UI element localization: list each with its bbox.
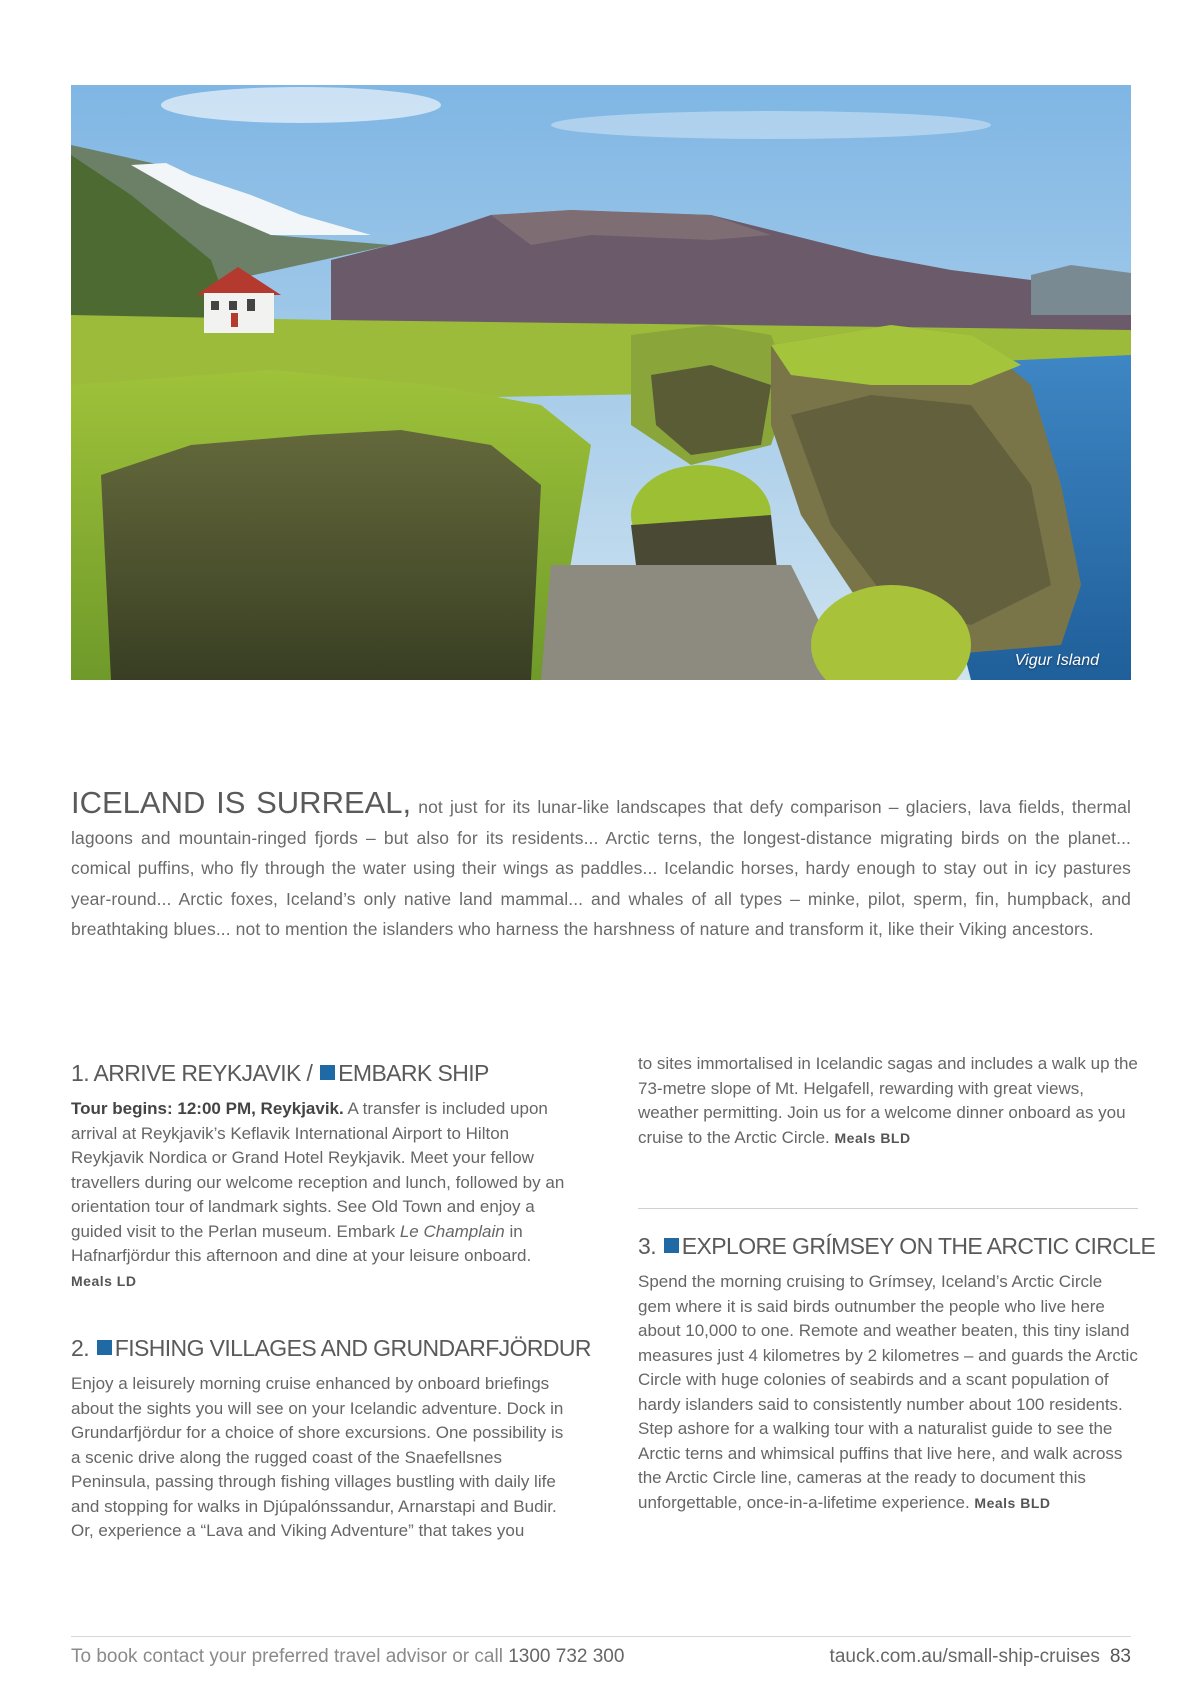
- day2-text: Enjoy a leisurely morning cruise enhanced by onboard briefings about the sights you will see on your Icelandic adventure. Dock in Grundarfjördur for a choice of shore excursions. One possibility is a scenic drive along the rugged coast of the Snaefellsnes Peninsula, passing through fishing villages bustling with daily life and stopping for walks in Djúpalónssandur, Arnarstapi and Budir. Or, experience a “Lava and Viking Adventure” that takes you: [71, 1374, 564, 1540]
- footer-booking-text: To book contact your preferred travel advisor or call: [71, 1646, 509, 1667]
- section-divider: [638, 1208, 1138, 1209]
- intro-lead: ICELAND IS SURREAL,: [71, 785, 412, 820]
- landscape-illustration: [71, 85, 1131, 680]
- day1-title-part1: 1. ARRIVE REYKJAVIK /: [71, 1060, 313, 1086]
- day1-text: [71, 1097, 576, 1293]
- day2-title: [71, 1335, 591, 1362]
- hero-photo: [71, 85, 1131, 680]
- ship-marker-icon: [97, 1340, 112, 1355]
- day2-number: 2.: [71, 1335, 89, 1361]
- intro-paragraph: [71, 785, 1131, 945]
- day1-lead: Tour begins: 12:00 PM, Reykjavik.: [71, 1099, 344, 1118]
- intro-body: not just for its lunar-like landscapes that defy comparison – glaciers, lava fields, thermal lagoons and mountain-ringed fjords – but also for its residents... Arctic terns, the longest-distance migrating birds on the planet... comical puffins, who fly through the water using their wings as paddles... Icelandic horses, hardy enough to stay out in icy pastures year-round... Arctic foxes, Iceland’s only native land mammal... and whales of all types – minke, pilot, sperm, fin, humpback, and breathtaking blues... not to mention the islanders who harness the harshness of nature and transform it, like their Viking ancestors.: [71, 797, 1131, 939]
- day1-text-a: A transfer is included upon arrival at Reykjavik’s Keflavik International Airport to Hilton Reykjavik Nordica or Grand Hotel Reykjavik. Meet your fellow travellers during our welcome reception and lunch, followed by an orientation tour of landmark sights. See Old Town and enjoy a guided visit to the Perlan museum. Embark: [71, 1099, 565, 1241]
- left-column: [71, 1060, 591, 1544]
- footer-booking: [71, 1646, 624, 1668]
- ship-name: Le Champlain: [399, 1221, 505, 1241]
- footer-right: [830, 1646, 1131, 1668]
- day1-title-part2: EMBARK SHIP: [338, 1060, 489, 1086]
- day3-title: [638, 1233, 1156, 1260]
- right-column-day3: [638, 1233, 1156, 1515]
- day2-cont-body: to sites immortalised in Icelandic sagas and includes a walk up the 73-metre slope of Mt. Helgafell, rewarding with great views, weather permitting. Join us for a welcome dinner onboard as you cruise to the Arctic Circle.: [638, 1054, 1138, 1147]
- day3-number: 3.: [638, 1233, 656, 1259]
- day2-title-text: FISHING VILLAGES AND GRUNDARFJÖRDUR: [114, 1335, 591, 1361]
- right-column: [638, 1054, 1138, 1150]
- ship-marker-icon: [664, 1238, 679, 1253]
- day3-body: Spend the morning cruising to Grímsey, Iceland’s Arctic Circle gem where it is said birds outnumber the people who live here about 10,000 to one. Remote and weather beaten, this tiny island measures just 4 kilometres by 2 kilometres – and guards the Arctic Circle with huge colonies of seabirds and a scant population of hardy islanders said to consistently number about 100 residents. Step ashore for a walking tour with a naturalist guide to see the Arctic terns and whimsical puffins that live here, and walk across the Arctic Circle line, cameras at the ready to document this unforgettable, once-in-a-lifetime experience.: [638, 1272, 1138, 1512]
- hero-caption: Vigur Island: [1014, 652, 1099, 669]
- day1-meals: Meals LD: [71, 1272, 137, 1289]
- day3-title-text: EXPLORE GRÍMSEY ON THE ARCTIC CIRCLE: [681, 1233, 1156, 1259]
- footer-divider: [71, 1636, 1131, 1637]
- ship-marker-icon: [320, 1065, 335, 1080]
- page-number: 83: [1109, 1646, 1131, 1667]
- day3-text: [638, 1270, 1138, 1515]
- day2-text-continued: [638, 1052, 1138, 1150]
- footer-phone[interactable]: 1300 732 300: [508, 1646, 625, 1667]
- day1-title: [71, 1060, 576, 1087]
- footer-url[interactable]: tauck.com.au/small-ship-cruises: [829, 1646, 1100, 1667]
- day3-meals: Meals BLD: [974, 1494, 1051, 1511]
- day1-text-b: in Hafnarfjördur this afternoon and dine at your leisure onboard.: [71, 1221, 532, 1265]
- day2-meals: Meals BLD: [834, 1129, 911, 1146]
